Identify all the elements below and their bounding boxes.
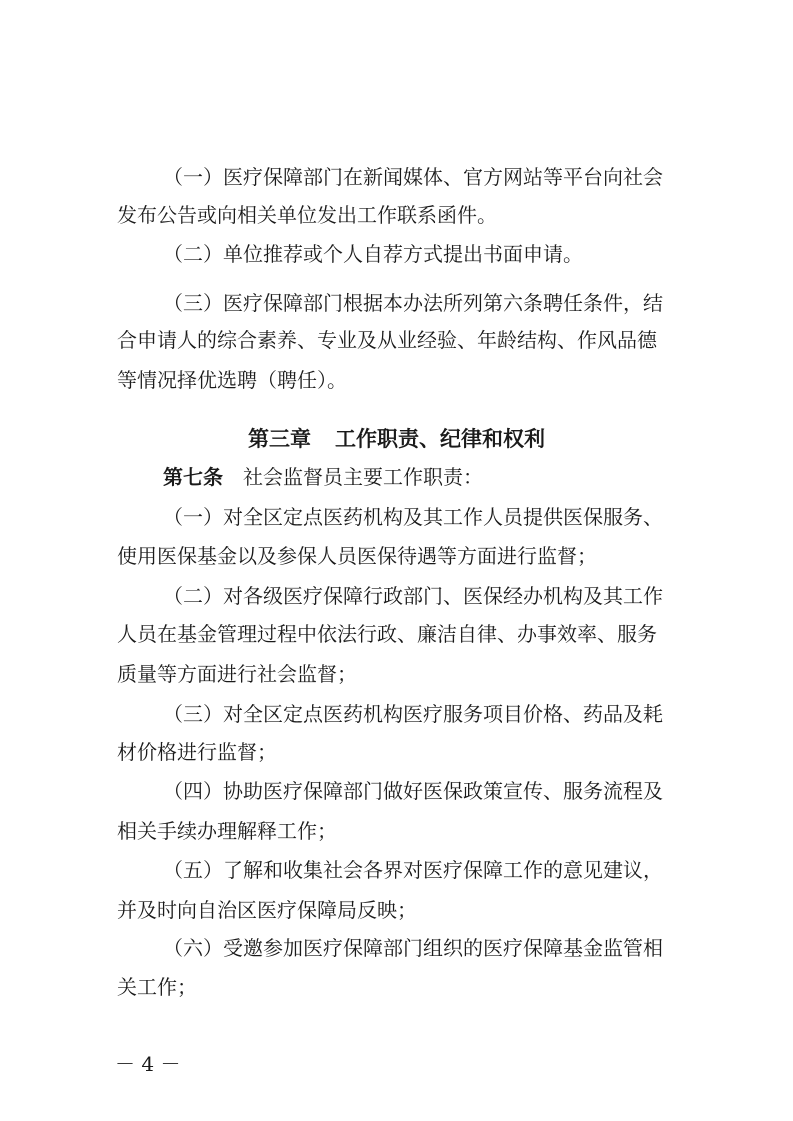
duty-line: （四）协助医疗保障部门做好医保政策宣传、服务流程及 xyxy=(163,779,663,803)
duty-line: 质量等方面进行社会监督； xyxy=(117,662,357,686)
article-line xyxy=(0,463,793,491)
paragraph-line: （二）单位推荐或个人自荐方式提出书面申请。 xyxy=(163,242,583,266)
duty-line: 并及时向自治区医疗保障局反映； xyxy=(117,898,417,922)
paragraph-line: （一）医疗保障部门在新闻媒体、官方网站等平台向社会 xyxy=(163,165,663,189)
paragraph-line: 等情况择优选聘（聘任）。 xyxy=(117,368,347,392)
chapter-heading xyxy=(0,425,793,453)
duty-line: （二）对各级医疗保障行政部门、医保经办机构及其工作 xyxy=(163,584,663,608)
duty-line: 材价格进行监督； xyxy=(117,740,277,764)
duty-line: （五）了解和收集社会各界对医疗保障工作的意见建议， xyxy=(163,858,663,882)
paragraph-line: 发布公告或向相关单位发出工作联系函件。 xyxy=(117,203,497,227)
chapter-number: 第三章 xyxy=(248,427,311,451)
duty-line: 相关手续办理解释工作； xyxy=(117,819,337,843)
duty-line: （一）对全区定点医药机构及其工作人员提供医保服务、 xyxy=(163,505,663,529)
paragraph-line: 合申请人的综合素养、专业及从业经验、年龄结构、作风品德 xyxy=(117,328,657,352)
article-text: 社会监督员主要工作职责： xyxy=(243,465,483,489)
duty-line: （三）对全区定点医药机构医疗服务项目价格、药品及耗 xyxy=(163,702,663,726)
duty-line: 使用医保基金以及参保人员医保待遇等方面进行监督； xyxy=(117,544,597,568)
chapter-title: 工作职责、纪律和权利 xyxy=(335,427,545,451)
paragraph-line: （三）医疗保障部门根据本办法所列第六条聘任条件，结 xyxy=(163,291,663,315)
article-number: 第七条 xyxy=(163,465,223,489)
duty-line: 关工作； xyxy=(117,975,197,999)
duty-line: （六）受邀参加医疗保障部门组织的医疗保障基金监管相 xyxy=(163,936,663,960)
duty-line: 人员在基金管理过程中依法行政、廉洁自律、办事效率、服务 xyxy=(117,622,657,646)
page-number: － 4 － xyxy=(115,1052,181,1076)
